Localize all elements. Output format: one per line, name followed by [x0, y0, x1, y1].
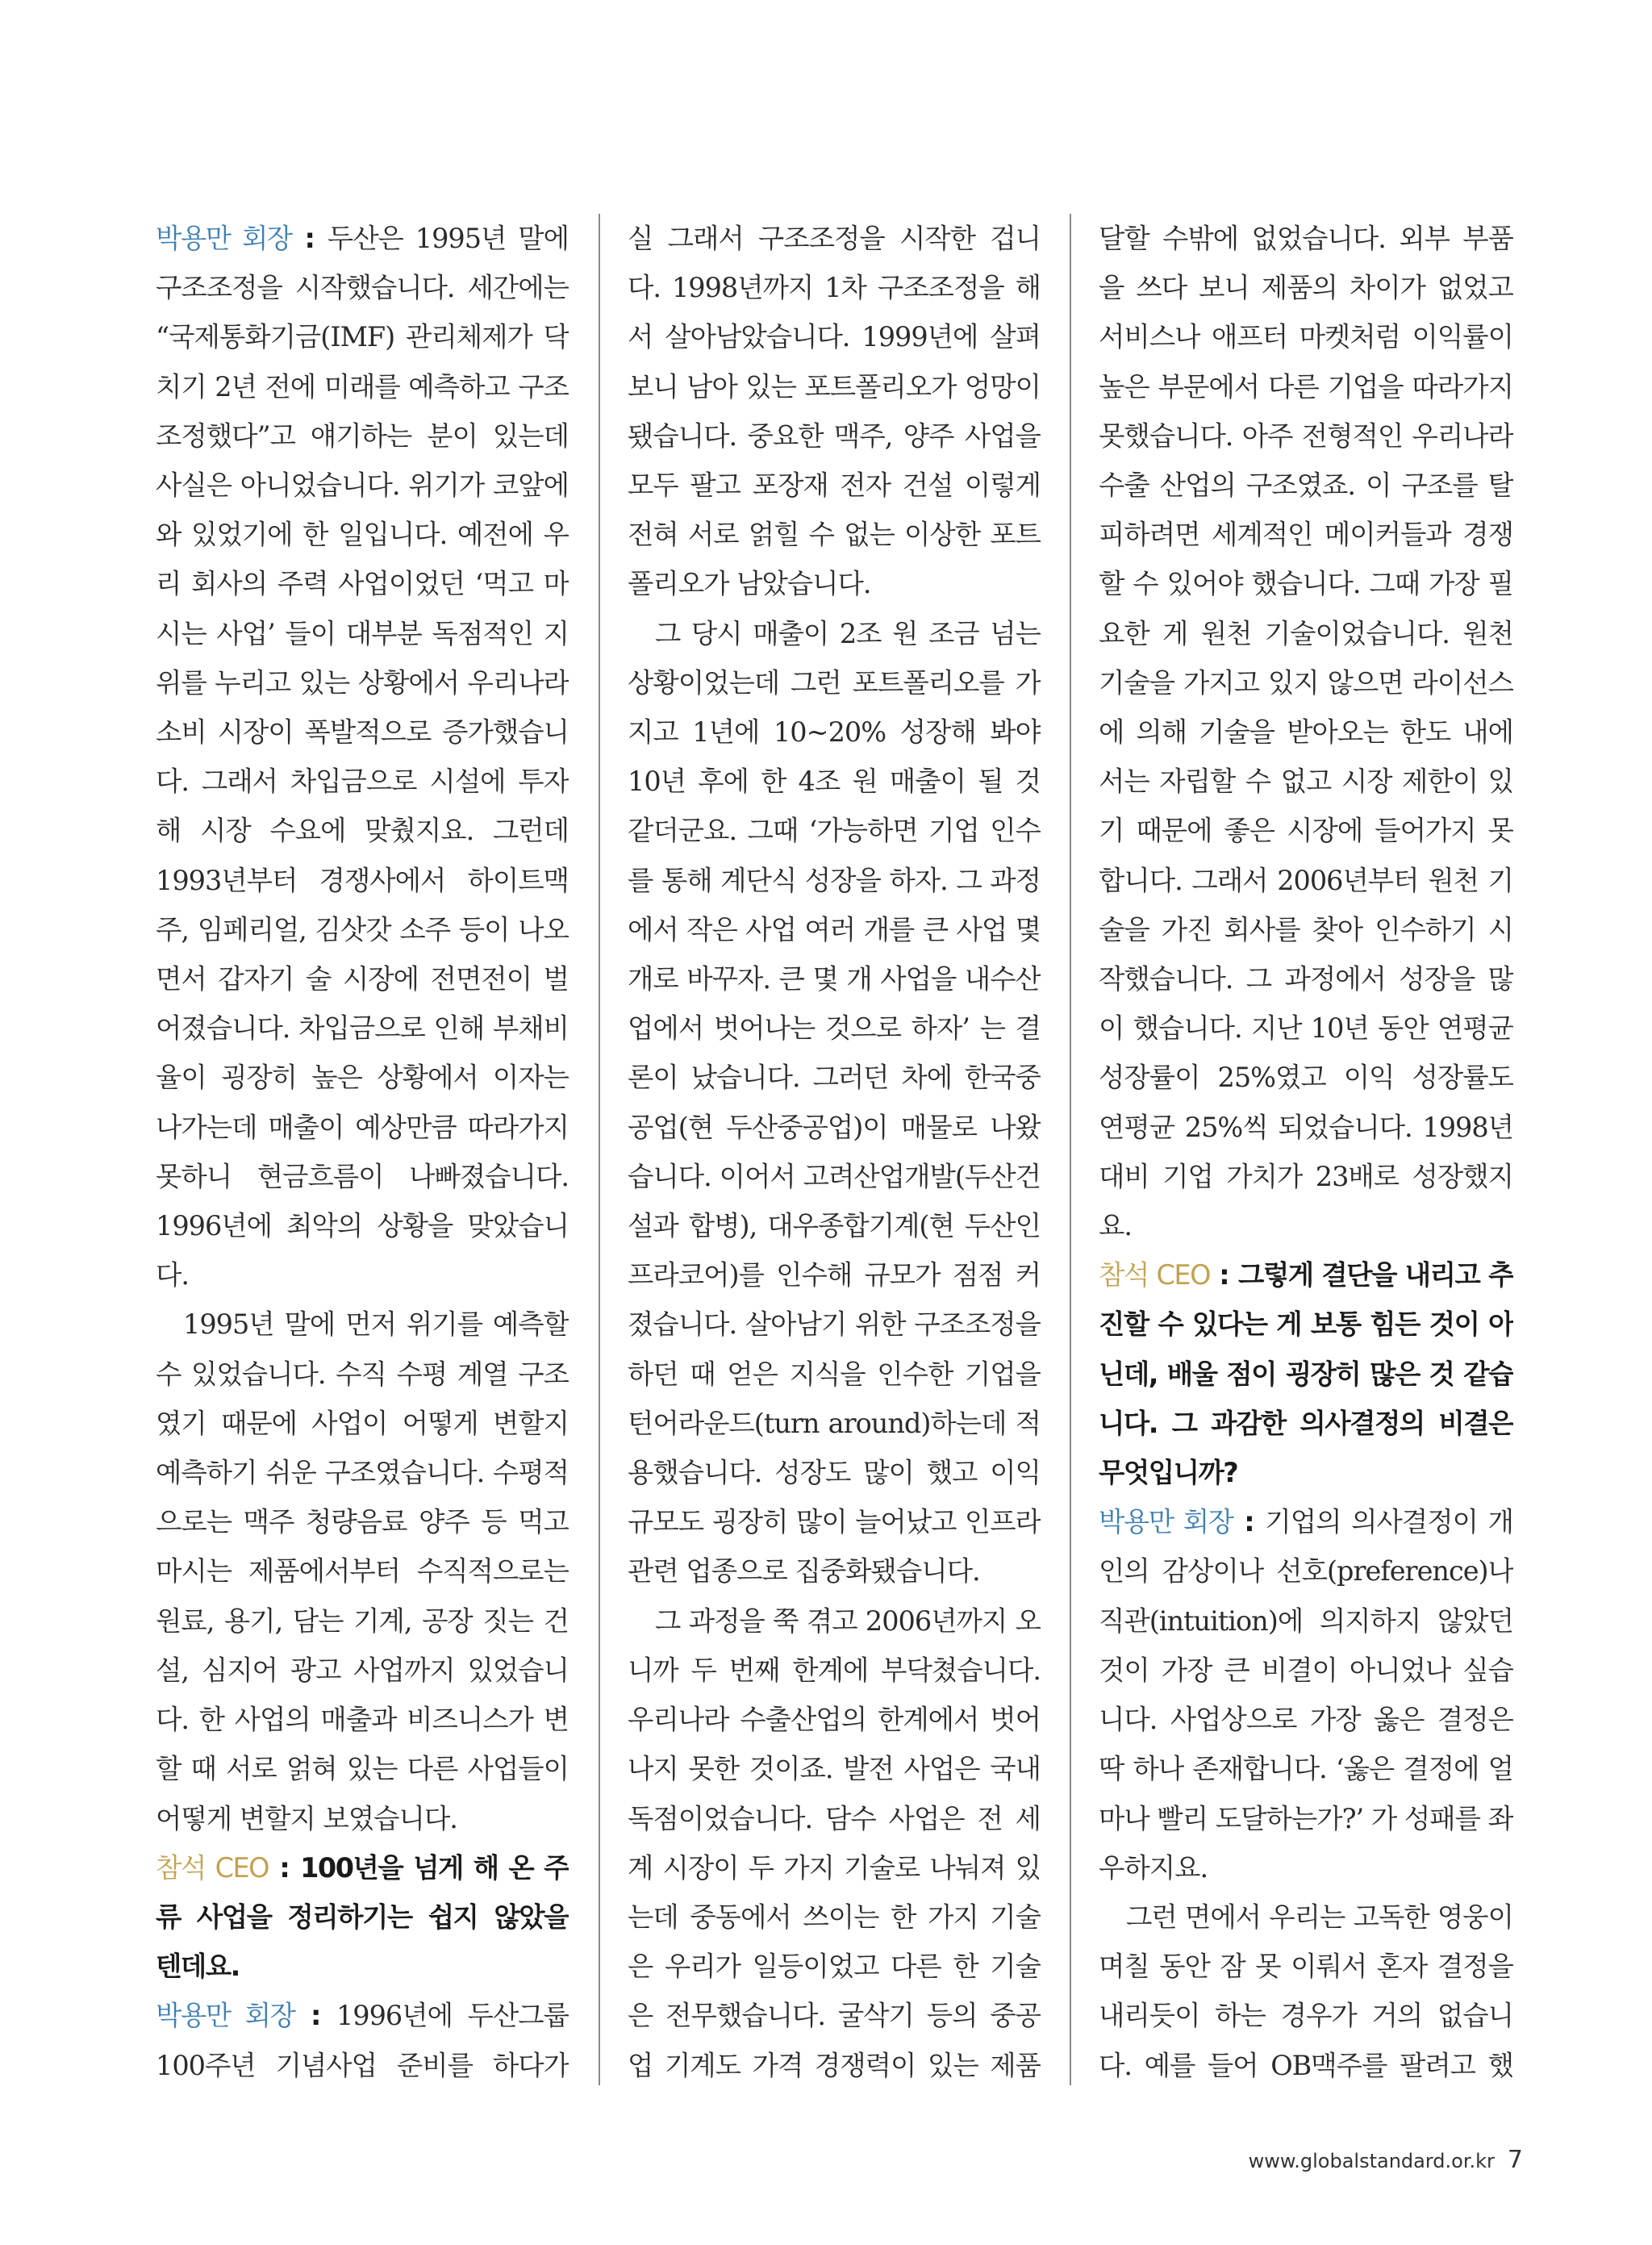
- speaker-colon: :: [269, 1851, 301, 1884]
- column-divider: [599, 214, 600, 2085]
- paragraph-text: 기업의 의사결정이 개인의 감상이나 선호(preference)나 직관(intuition)에 의지하지 않았던 것이 가장 큰 비결이 아니었나 싶습니다. 사업상으로 가장 옳은 결정은 딱 하나 존재합니다. ‘옳은 결정에 얼마나 빨리 도달하는가?’ 가 성패를 좌우하지요.: [1099, 1506, 1513, 1884]
- paragraph: 실 그래서 구조조정을 시작한 겁니다. 1998년까지 1차 구조조정을 해서 살아남았습니다. 1999년에 살펴보니 남아 있는 포트폴리오가 엉망이 됐습니다. 중요한 맥주, 양주 사업을 모두 팔고 포장재 전자 건설 이렇게 전혀 서로 얽힐 수 없는 이상한 포트폴리오가 남았습니다.: [628, 223, 1041, 600]
- speaker-label: 박용만 회장: [156, 2000, 295, 2032]
- speaker-label: 참석 CEO: [1099, 1259, 1210, 1292]
- speaker-colon: :: [1233, 1506, 1266, 1538]
- question: [156, 1843, 569, 1992]
- page-number: 7: [1507, 2146, 1523, 2174]
- speaker-label: 박용만 회장: [156, 223, 292, 254]
- speaker-label: 박용만 회장: [1099, 1506, 1233, 1538]
- paragraph: 1995년 말에 먼저 위기를 예측할 수 있었습니다. 수직 수평 계열 구조였기 때문에 사업이 어떻게 변할지 예측하기 쉬운 구조였습니다. 수평적으로는 맥주 청량음료 양주 등 먹고 마시는 제품에서부터 수직적으로는 원료, 용기, 담는 기계, 공장 짓는 건설, 심지어 광고 사업까지 있었습니다. 한 사업의 매출과 비즈니스가 변할 때 서로 얽혀 있는 다른 사업들이 어떻게 변할지 보였습니다.: [156, 1308, 569, 1834]
- paragraph: 그 당시 매출이 2조 원 조금 넘는 상황이었는데 그런 포트폴리오를 가지고 1년에 10~20% 성장해 봐야 10년 후에 한 4조 원 매출이 될 것 같더군요. 그때 ‘가능하면 기업 인수를 통해 계단식 성장을 하자. 그 과정에서 작은 사업 여러 개를 큰 사업 몇 개로 바꾸자. 큰 몇 개 사업을 내수산업에서 벗어나는 것으로 하자’ 는 결론이 났습니다. 그러던 차에 한국중공업(현 두산중공업)이 매물로 나왔습니다. 이어서 고려산업개발(두산건설과 합병), 대우종합기계(현 두산인프라코어)를 인수해 규모가 점점 커졌습니다. 살아남기 위한 구조조정을 하던 때 얻은 지식을 인수한 기업을 턴어라운드(turn around)하는데 적용했습니다. 성장도 많이 했고 이익 규모도 굉장히 많이 늘어났고 인프라 관련 업종으로 집중화됐습니다.: [628, 617, 1041, 1588]
- paragraph: [156, 1991, 569, 2093]
- column-divider: [1070, 214, 1071, 2085]
- paragraph: 그런 면에서 우리는 고독한 영웅이 며칠 동안 잠 못 이뤄서 혼자 결정을 내리듯이 하는 경우가 거의 없습니다. 예를 들어 OB맥주를 팔려고 했: [1099, 1901, 1513, 2081]
- question-text: 그렇게 결단을 내리고 추진할 수 있다는 게 보통 힘든 것이 아닌데, 배울 점이 굉장히 많은 것 같습니다. 그 과감한 의사결정의 비결은 무엇입니까?: [1099, 1259, 1513, 1489]
- paragraph-text: 1996년에 두산그룹 100주년 기념사업 준비를 하다가: [156, 2000, 569, 2081]
- paragraph: [156, 214, 569, 1300]
- speaker-colon: :: [291, 223, 327, 254]
- page-footer: [1249, 2146, 1523, 2174]
- speaker-colon: :: [1209, 1259, 1238, 1292]
- speaker-colon: :: [294, 2000, 336, 2032]
- question-text: 100년을 넘게 해 온 주류 사업을 정리하기는 쉽지 않았을 텐데요.: [156, 1851, 569, 1983]
- paragraph: 그 과정을 쭉 겪고 2006년까지 오니까 두 번째 한계에 부닥쳤습니다. 우리나라 수출산업의 한계에서 벗어나지 못한 것이죠. 발전 사업은 국내 독점이었습니다. 담수 사업은 전 세계 시장이 두 가지 기술로 나눠져 있는데 중동에서 쓰이는 한 가지 기술은 우리가 일등이었고 다른 한 기술은 전무했습니다. 굴삭기 등의 중공업 기계도 가격 경쟁력이 있는 제품: [628, 1604, 1041, 2081]
- paragraph-text: 두산은 1995년 말에 구조조정을 시작했습니다. 세간에는 “국제통화기금(IMF) 관리체제가 닥치기 2년 전에 미래를 예측하고 구조조정했다”고 얘기하는 분이 있는데 사실은 아니었습니다. 위기가 코앞에 와 있었기에 한 일입니다. 예전에 우리 회사의 주력 사업이었던 ‘먹고 마시는 사업’ 들이 대부분 독점적인 지위를 누리고 있는 상황에서 우리나라 소비 시장이 폭발적으로 증가했습니다. 그래서 차입금으로 시설에 투자해 시장 수요에 맞췄지요. 그런데 1993년부터 경쟁사에서 하이트맥주, 임페리얼, 김삿갓 소주 등이 나오면서 갑자기 술 시장에 전면전이 벌어졌습니다. 차입금으로 인해 부채비율이 굉장히 높은 상황에서 이자는 나가는데 매출이 예상만큼 따라가지 못하니 현금흐름이 나빠졌습니다. 1996년에 최악의 상황을 맞았습니다.: [156, 223, 569, 1292]
- paragraph: 달할 수밖에 없었습니다. 외부 부품을 쓰다 보니 제품의 차이가 없었고 서비스나 애프터 마켓처럼 이익률이 높은 부문에서 다른 기업을 따라가지 못했습니다. 아주 전형적인 우리나라 수출 산업의 구조였죠. 이 구조를 탈피하려면 세계적인 메이커들과 경쟁할 수 있어야 했습니다. 그때 가장 필요한 게 원천 기술이었습니다. 원천 기술을 가지고 있지 않으면 라이선스에 의해 기술을 받아오는 한도 내에서는 자립할 수 없고 시장 제한이 있기 때문에 좋은 시장에 들어가지 못합니다. 그래서 2006년부터 원천 기술을 가진 회사를 찾아 인수하기 시작했습니다. 그 과정에서 성장을 많이 했습니다. 지난 10년 동안 연평균 성장률이 25%였고 이익 성장률도 연평균 25%씩 되었습니다. 1998년 대비 기업 가치가 23배로 성장했지요.: [1099, 223, 1513, 1242]
- column-1: [156, 214, 569, 2093]
- speaker-label: 참석 CEO: [156, 1851, 269, 1884]
- paragraph: [1099, 1497, 1513, 1892]
- column-3: [1099, 214, 1513, 2093]
- question: [1099, 1250, 1513, 1497]
- footer-url[interactable]: www.globalstandard.or.kr: [1248, 2150, 1495, 2172]
- column-2: [628, 214, 1041, 2093]
